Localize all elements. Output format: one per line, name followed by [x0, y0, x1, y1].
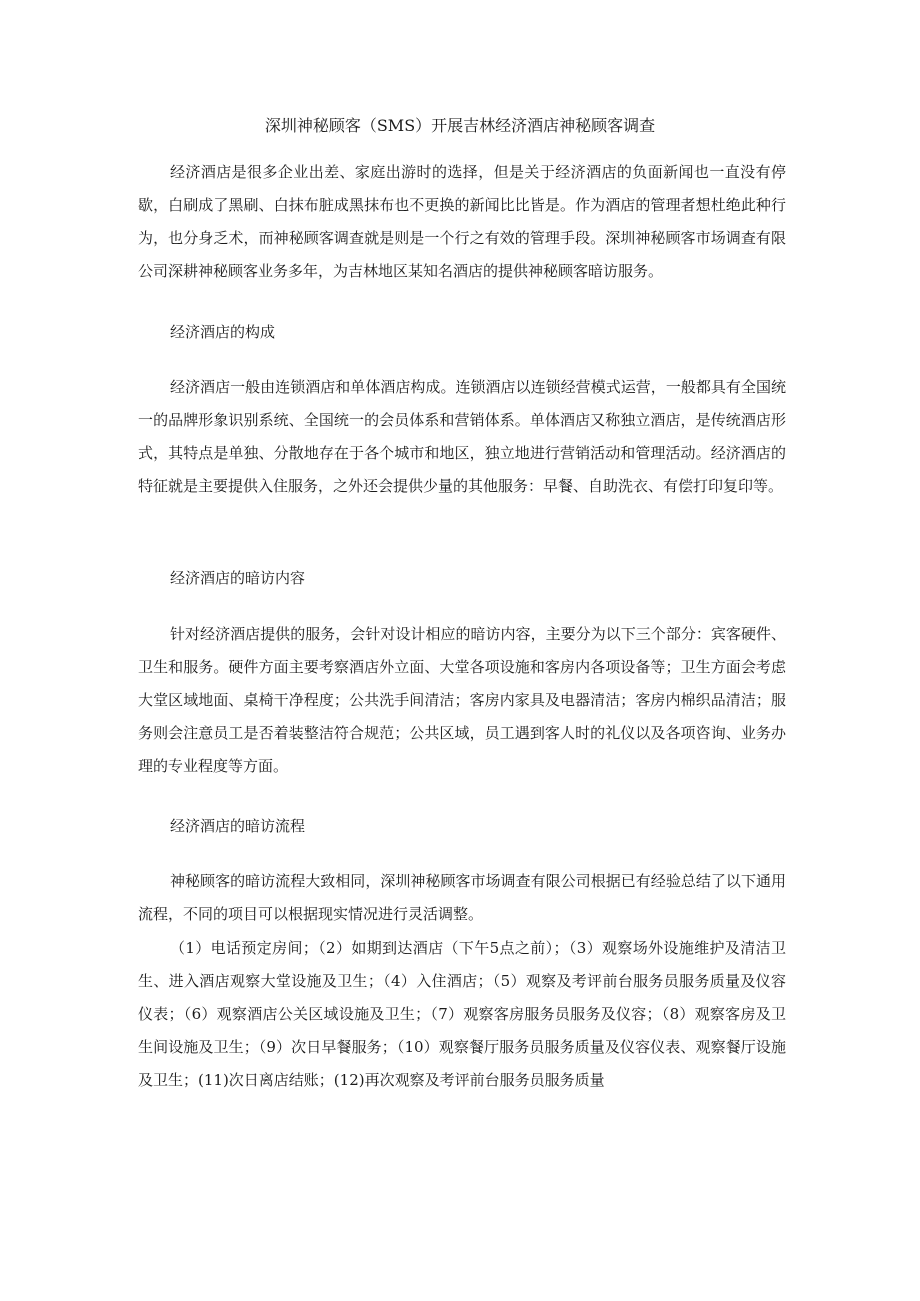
heading-content: 经济酒店的暗访内容	[170, 569, 306, 587]
heading-process: 经济酒店的暗访流程	[170, 817, 306, 835]
composition-paragraph: 经济酒店一般由连锁酒店和单体酒店构成。连锁酒店以连锁经营模式运营，一般都具有全国统一的品牌形象识别系统、全国统一的会员体系和营销体系。单体酒店又称独立酒店，是传统酒店形式，其特点是单独、分散地存在于各个城市和地区，独立地进行营销活动和管理活动。经济酒店的特征就是主要提供入住服务，之外还会提供少量的其他服务：早餐、自助洗衣、有偿打印复印等。	[138, 378, 786, 495]
intro-paragraph: 经济酒店是很多企业出差、家庭出游时的选择，但是关于经济酒店的负面新闻也一直没有停歇，白刷成了黑刷、白抹布脏成黑抹布也不更换的新闻比比皆是。作为酒店的管理者想杜绝此种行为，也分身乏术，而神秘顾客调查就是则是一个行之有效的管理手段。深圳神秘顾客市场调查有限公司深耕神秘顾客业务多年，为吉林地区某知名酒店的提供神秘顾客暗访服务。	[138, 163, 786, 280]
content-paragraph: 针对经济酒店提供的服务，会针对设计相应的暗访内容，主要分为以下三个部分：宾客硬件、卫生和服务。硬件方面主要考察酒店外立面、大堂各项设施和客房内各项设备等；卫生方面会考虑大堂区域地面、桌椅干净程度；公共洗手间清洁；客房内家具及电器清洁；客房内棉织品清洁；服务则会注意员工是否着装整洁符合规范；公共区域，员工遇到客人时的礼仪以及各项咨询、业务办理的专业程度等方面。	[138, 625, 786, 775]
process-intro-paragraph: 神秘顾客的暗访流程大致相同，深圳神秘顾客市场调查有限公司根据已有经验总结了以下通用流程，不同的项目可以根据现实情况进行灵活调整。	[138, 872, 786, 923]
document-title: 深圳神秘顾客（SMS）开展吉林经济酒店神秘顾客调查	[264, 116, 656, 135]
process-steps-paragraph: （1）电话预定房间；（2）如期到达酒店（下午5点之前）；（3）观察场外设施维护及清洁卫生、进入酒店观察大堂设施及卫生；（4）入住酒店；（5）观察及考评前台服务员服务质量及仪容仪表；（6）观察酒店公关区域设施及卫生；（7）观察客房服务员服务及仪容；（8）观察客房及卫生间设施及卫生；（9）次日早餐服务；（10）观察餐厅服务员服务质量及仪容仪表、观察餐厅设施及卫生；(11)次日离店结账；(12)再次观察及考评前台服务员服务质量	[138, 939, 786, 1089]
heading-composition: 经济酒店的构成	[170, 323, 276, 341]
